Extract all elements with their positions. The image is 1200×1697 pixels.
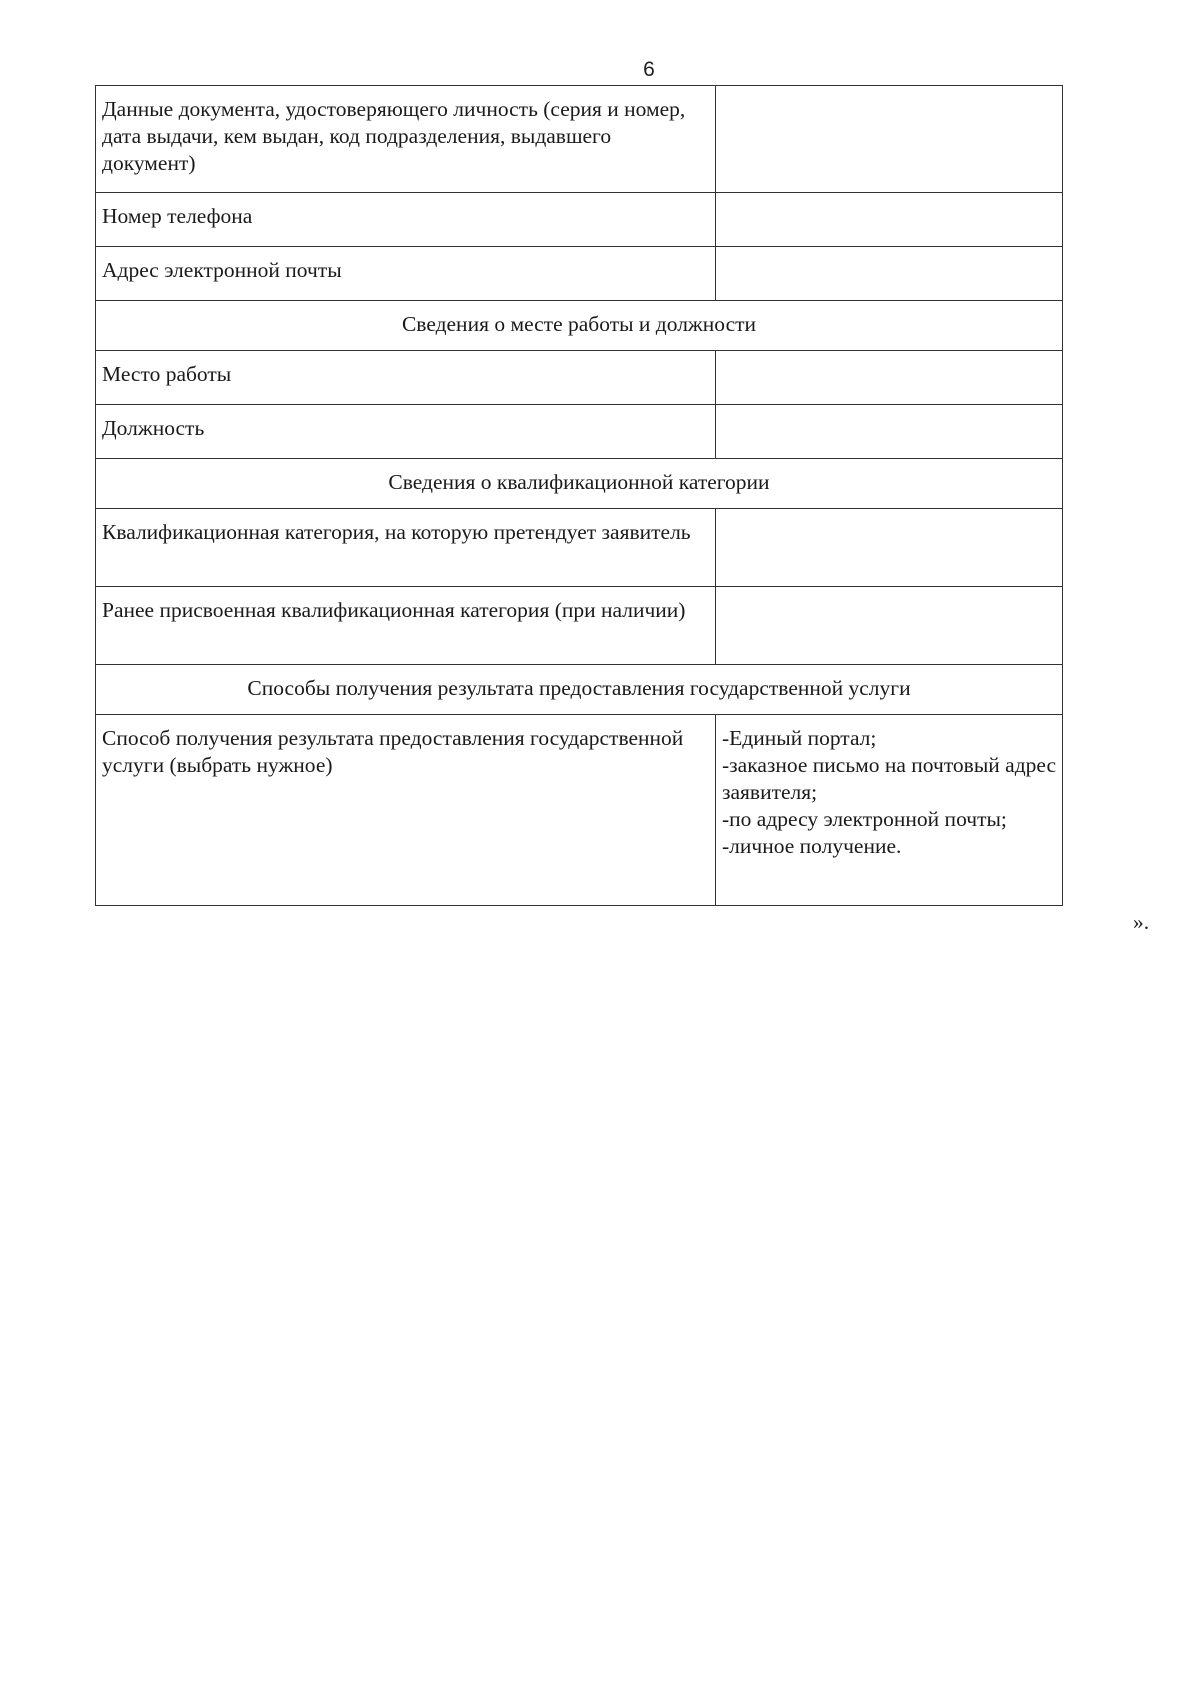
workplace-value[interactable]: [716, 351, 1063, 405]
previous-category-value[interactable]: [716, 587, 1063, 665]
id-document-label: Данные документа, удостоверяющего личность (серия и номер, дата выдачи, кем выдан, код подразделения, выдавшего документ): [96, 86, 716, 193]
application-form-table: [95, 85, 1063, 906]
email-value[interactable]: [716, 247, 1063, 301]
workplace-label: Место работы: [96, 351, 716, 405]
closing-quote-mark: ».: [1133, 910, 1150, 934]
phone-label: Номер телефона: [96, 193, 716, 247]
result-options-cell[interactable]: [716, 715, 1063, 906]
claimed-category-label: Квалификационная категория, на которую претендует заявитель: [96, 509, 716, 587]
result-section-title: Способы получения результата предоставления государственной услуги: [96, 665, 1063, 715]
table-row: [96, 193, 1063, 247]
table-row: [96, 587, 1063, 665]
page-number: 6: [643, 58, 655, 81]
table-row: [96, 459, 1063, 509]
table-row: [96, 665, 1063, 715]
table-row: [96, 351, 1063, 405]
table-row: [96, 86, 1063, 193]
table-row: [96, 247, 1063, 301]
position-value[interactable]: [716, 405, 1063, 459]
phone-value[interactable]: [716, 193, 1063, 247]
qualification-section-title: Сведения о квалификационной категории: [96, 459, 1063, 509]
result-option-portal[interactable]: -Единый портал;: [722, 726, 877, 750]
previous-category-label: Ранее присвоенная квалификационная категория (при наличии): [96, 587, 716, 665]
table-row: [96, 405, 1063, 459]
result-option-registered-mail[interactable]: -заказное письмо на почтовый адрес заявителя;: [722, 753, 1057, 804]
table-row: [96, 715, 1063, 906]
position-label: Должность: [96, 405, 716, 459]
table-row: [96, 301, 1063, 351]
claimed-category-value[interactable]: [716, 509, 1063, 587]
result-option-email[interactable]: -по адресу электронной почты;: [722, 807, 1007, 831]
result-method-label: Способ получения результата предоставления государственной услуги (выбрать нужное): [96, 715, 716, 906]
work-section-title: Сведения о месте работы и должности: [96, 301, 1063, 351]
result-option-personal[interactable]: -личное получение.: [722, 834, 902, 858]
table-row: [96, 509, 1063, 587]
email-label: Адрес электронной почты: [96, 247, 716, 301]
id-document-value[interactable]: [716, 86, 1063, 193]
